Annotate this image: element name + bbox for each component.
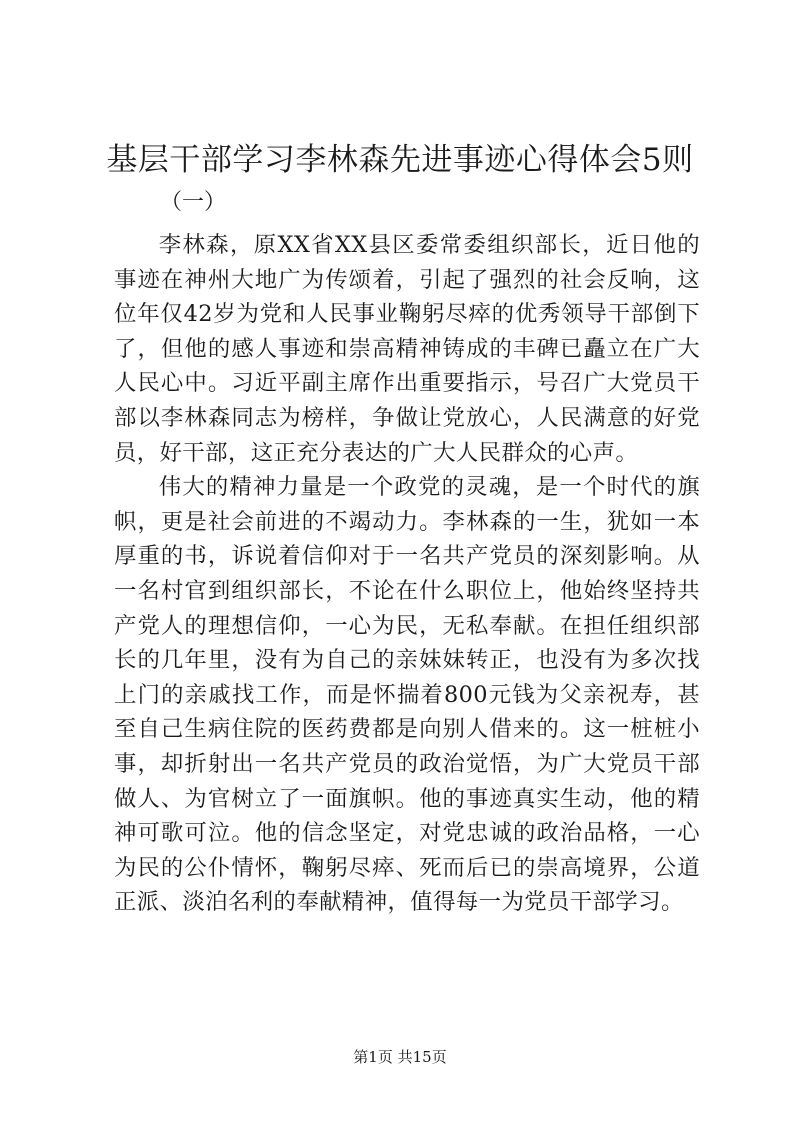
document-title: 基层干部学习李林森先进事迹心得体会5则 bbox=[106, 142, 694, 178]
paragraph-2: 伟大的精神力量是一个政党的灵魂，是一个时代的旗帜，更是社会前进的不竭动力。李林森的一生，犹如一本厚重的书，诉说着信仰对于一名共产党员的深刻影响。从一名村官到组织部长，不论在什么职位上，他始终坚持共产党人的理想信仰，一心为民，无私奉献。在担任组织部长的几年里，没有为自己的亲妹妹转正，也没有为多次找上门的亲戚找工作，而是怀揣着800元钱为父亲祝寿，甚至自己生病住院的医药费都是向别人借来的。这一桩桩小事，却折射出一名共产党员的政治觉悟，为广大党员干部做人、为官树立了一面旗帜。他的事迹真实生动，他的精神可歌可泣。他的信念坚定，对党忠诚的政治品格，一心为民的公仆情怀，鞠躬尽瘁、死而后已的崇高境界，公道正派、淡泊名利的奉献精神，值得每一为党员干部学习。 bbox=[114, 474, 700, 916]
page-footer: 第1页 共15页 bbox=[353, 1048, 447, 1066]
paragraph-1: 李林森，原XX省XX县区委常委组织部长，近日他的事迹在神州大地广为传颂着，引起了强烈的社会反响，这位年仅42岁为党和人民事业鞠躬尽瘁的优秀领导干部倒下了，但他的感人事迹和崇高精神铸成的丰碑已矗立在广大人民心中。习近平副主席作出重要指示，号召广大党员干部以李林森同志为榜样，争做让党放心，人民满意的好党员，好干部，这正充分表达的广大人民群众的心声。 bbox=[114, 232, 700, 466]
section-marker: （一） bbox=[160, 190, 227, 215]
document-body bbox=[114, 228, 700, 920]
